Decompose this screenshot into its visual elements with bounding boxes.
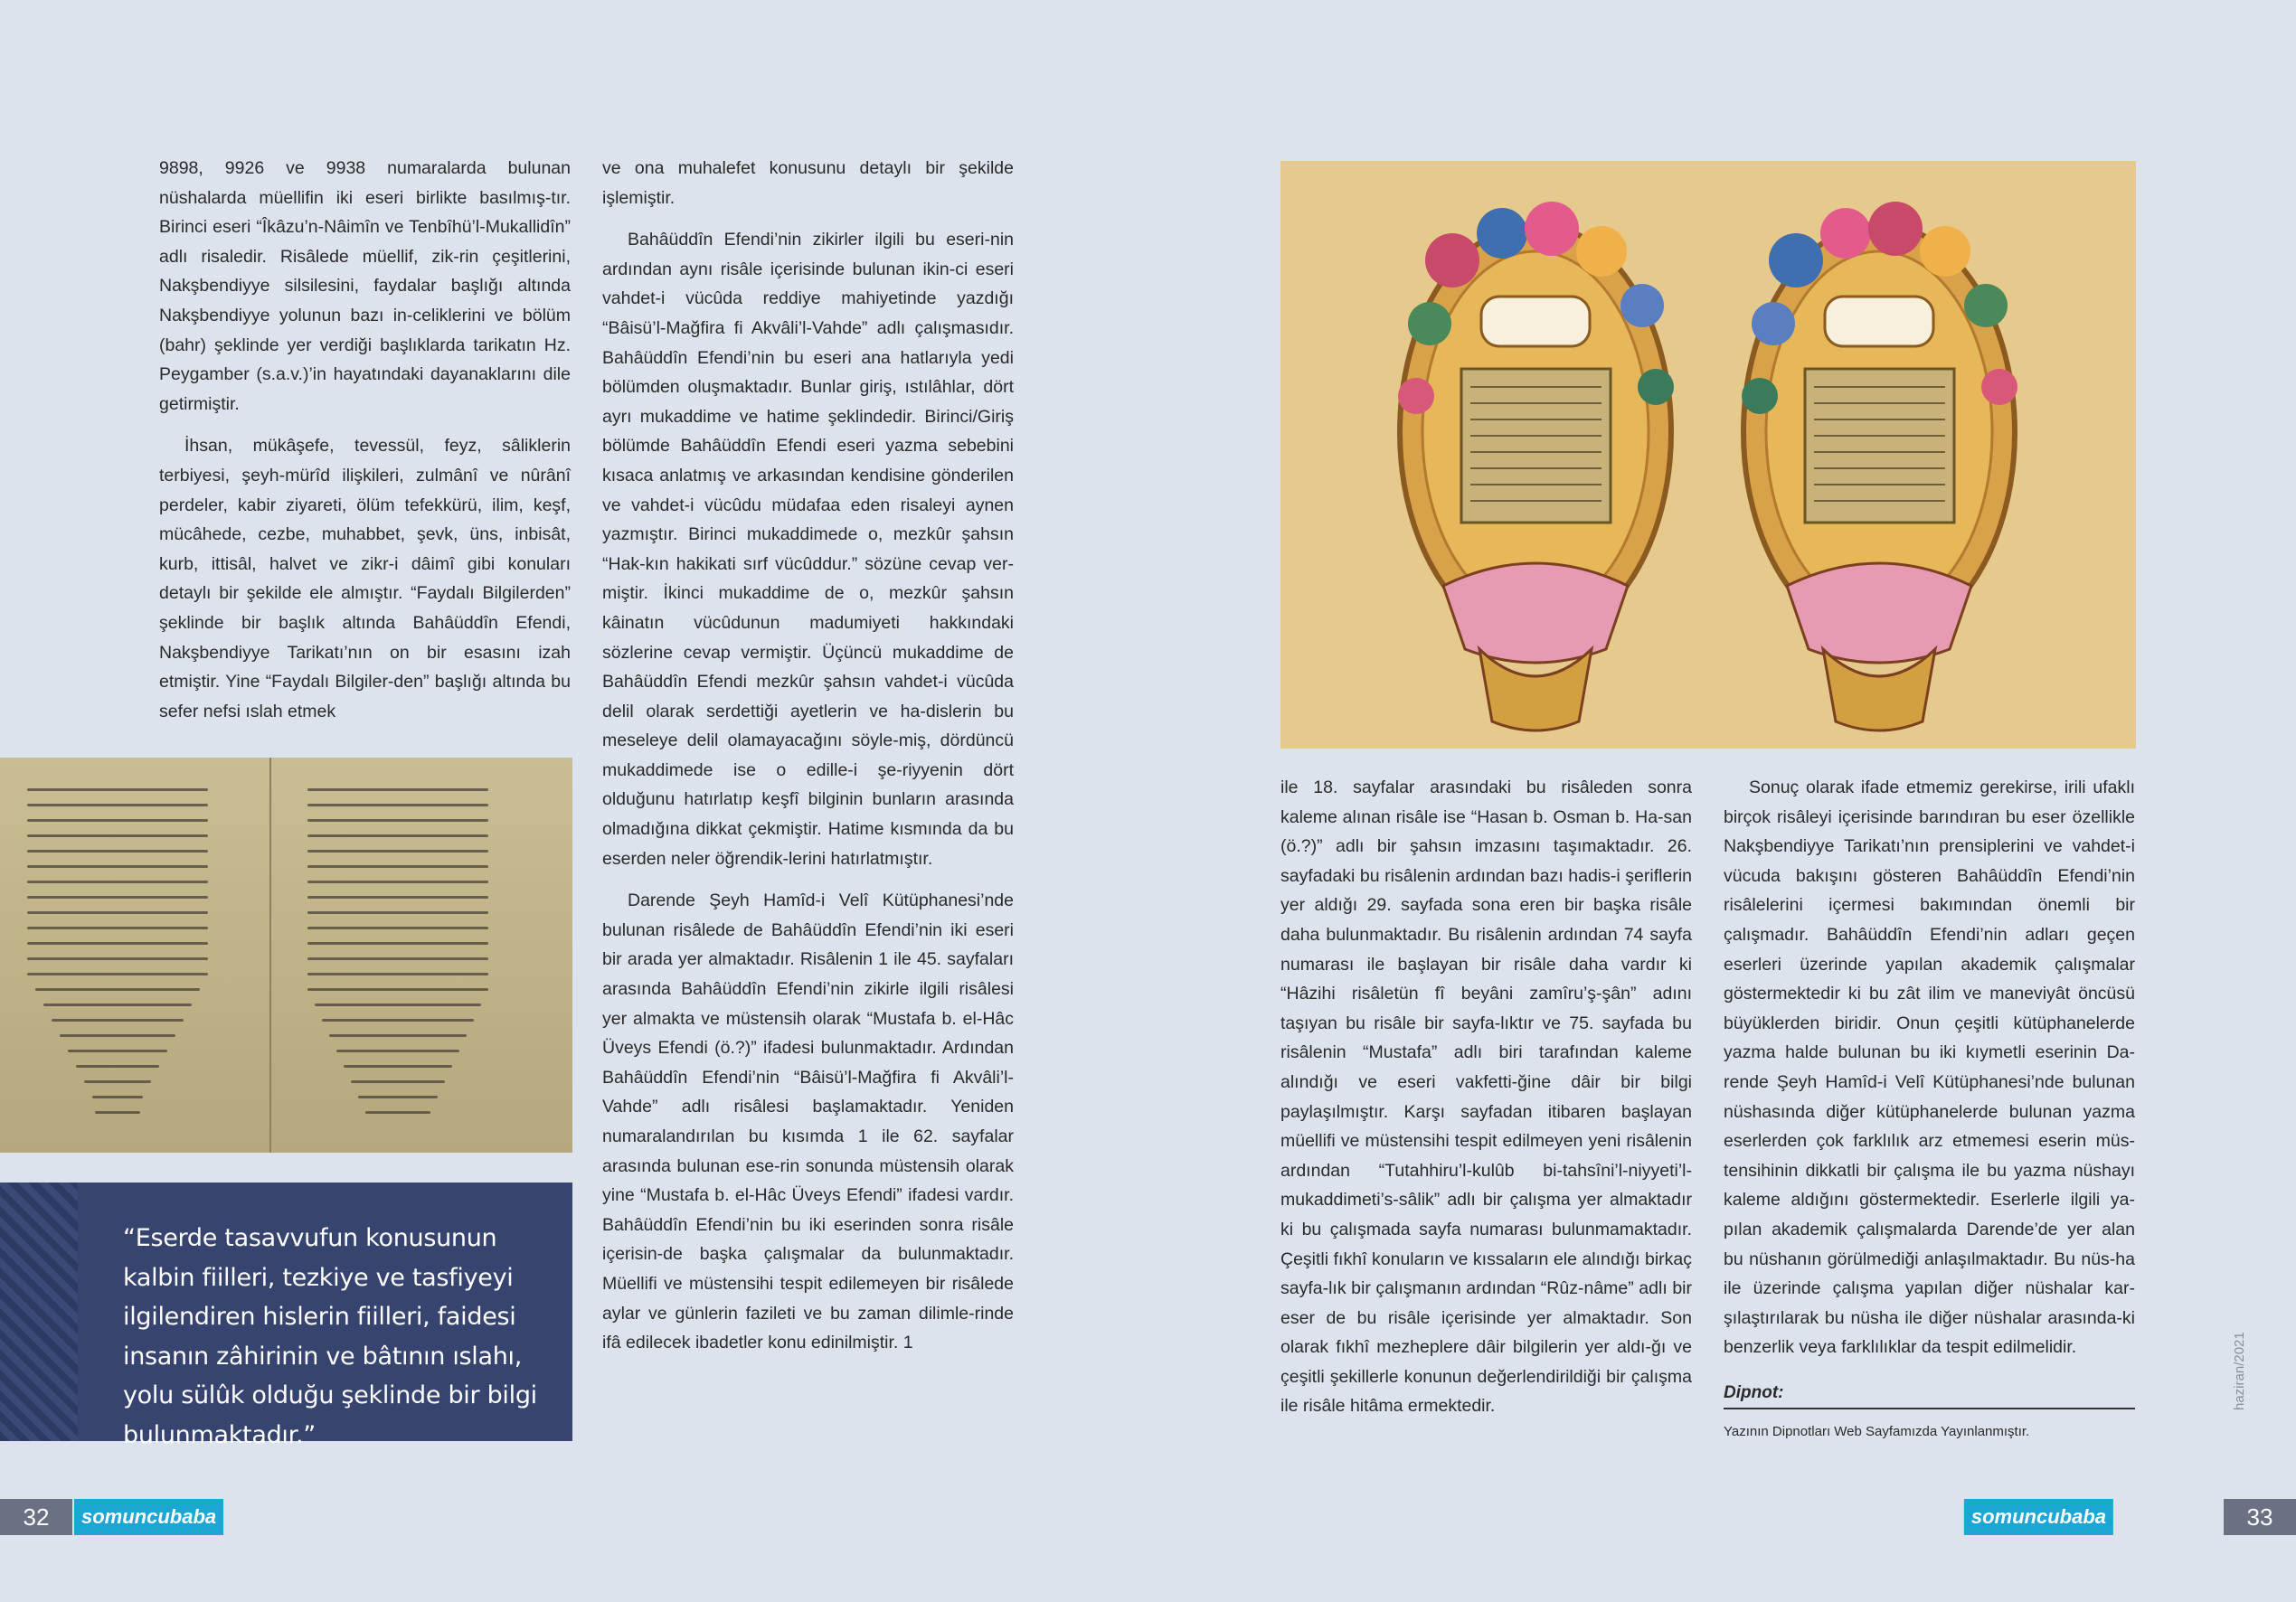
manuscript-script-line <box>27 850 208 853</box>
manuscript-script-line <box>307 865 488 868</box>
illumination-graphic <box>1280 161 2136 749</box>
manuscript-script-line <box>307 911 488 914</box>
manuscript-script-line <box>307 973 488 975</box>
page-number-right: 33 <box>2224 1499 2296 1535</box>
paragraph: Sonuç olarak ifade etmemiz gerekirse, irili ufaklı birçok risâleyi içerisinde barındıran bu eser özellikle Nakşbendiyye Tarikatı’nın prensiplerini ve vahdet-i vücuda bakışını gösteren Bahâüddîn Efendi’nin risâlelerini içermesi bakımından önemli bir çalışmadır. Bahâüddîn Efendi’nin adları geçen eserleri üzerinde yapılan akademik çalışmalar göstermektedir ki bu zât ilim ve maneviyât öncüsü büyüklerden biridir. Onun çeşitli kütüphanelerde yazma halde bulunan bu iki kıymetli eserinin Da-rende Şeyh Hamîd-i Velî Kütüphanesi’nde bulunan nüshasında diğer kütüphanelerde bulunan yazma eserlerden çok farklılık arz etmemesi eserin müs-tensihinin dikkatli bir çalışma ile bu yazma nüshayı kaleme aldığını göstermektedir. Eserlerle ilgili ya-pılan akademik çalışmalarda Darende’de yer alan bu nüshanın görülmediği anlaşılmaktadır. Bu nüs-ha ile üzerinde çalışma yapılan diğer nüshalar kar-şılaştırılarak bu nüsha ile diğer nüshalar arasında-ki benzerlik veya farklılıklar da tespit edilmelidir. <box>1724 777 2135 1358</box>
text-column-4 <box>1724 773 2135 1375</box>
manuscript-script-line <box>365 1111 430 1114</box>
text-column-3 <box>1280 773 1692 1434</box>
manuscript-script-line <box>27 881 208 883</box>
paragraph: İhsan, mükâşefe, tevessül, feyz, sâliklerin terbiyesi, şeyh-mürîd ilişkileri, zulmânî ve nûrânî perdeler, kabir ziyareti, ölüm tefekkürü, ilim, keşf, mücâhede, cezbe, muhabbet, şevk, üns, inbisât, kurb, ittisâl, halvet ve zikr-i dâimî gibi konuları detaylı bir şekilde ele almıştır. “Faydalı Bilgilerden” şeklinde bir başlık altında Bahâüddîn Efendi, Nakşbendiyye Tarikatı’nın on bir esasını izah etmiştir. Yine “Faydalı Bilgiler-den” başlığı altında bu sefer nefsi ıslah etmek <box>159 436 571 721</box>
manuscript-script-line <box>344 1065 452 1068</box>
paragraph: ile 18. sayfalar arasındaki bu risâleden sonra kaleme alınan risâle ise “Hasan b. Osman b. Ha-san (ö.?)” adlı bir şahsın imzasını taşımaktadır. 26. sayfadaki bu risâlenin ardından bazı hadis-i şeriflerin yer aldığı 29. sayfada sona eren bir başka risâle daha bulunmaktadır. Bu risâlenin ardından 74 sayfa numarası ile başlayan bir risâle daha vardır ki “Hâzihi risâletün fî beyâni zamîru’ş-şân” adını taşıyan bu risâle bir sayfa-lıktır ve 75. sayfada bu risâlenin “Mustafa” adlı biri tarafından kaleme alındığı ve eseri vakfetti-ğine dâir bir bilgi paylaşılmıştır. Karşı sayfadan itibaren başlayan müellifi ve müstensihi tespit edilmeyen yeni risâlenin ardından “Tutahhiru’l-kulûb bi-tahsîni’l-niyyeti’l-mukaddimeti’s-sâlik” adlı bir çalışma yer almaktadır ki bu çalışmada sayfa numarası bulunmamaktadır. Çeşitli fıkhî konuların ve kıssaların ele alındığı birkaç sayfa-lık bir çalışmanın ardından “Rûz-nâme” adlı bir eser de bu risâle içerisinde yer almaktadır. Son olarak fıkhî mezheplere dâir bilgilerin yer aldı-ğı ve çeşitli şekillerle konunun değerlendirildiği bir çalışma ile risâle hitâma ermektedir. <box>1280 777 1692 1417</box>
brand-logo: somuncubaba <box>74 1499 223 1535</box>
manuscript-script-line <box>307 834 488 837</box>
brand-logo-right: somuncubaba <box>1964 1499 2113 1535</box>
floral-pattern <box>0 1183 78 1441</box>
text-column-1 <box>159 154 571 739</box>
manuscript-script-line <box>322 1019 474 1022</box>
footnote-title: Dipnot: <box>1724 1383 1784 1402</box>
manuscript-script-line <box>358 1096 438 1098</box>
manuscript-left-page <box>0 758 272 1153</box>
manuscript-script-line <box>95 1111 140 1114</box>
manuscript-script-line <box>84 1080 151 1083</box>
manuscript-script-line <box>307 957 488 960</box>
manuscript-script-line <box>329 1034 467 1037</box>
pull-quote-box <box>0 1183 572 1449</box>
manuscript-script-line <box>27 927 208 929</box>
page-number: 32 <box>0 1499 72 1535</box>
manuscript-script-line <box>27 788 208 791</box>
paragraph: 9898, 9926 ve 9938 numaralarda bulunan nüshalarda müellifin iki eseri birlikte basılmış-tır. Birinci eseri “Îkâzu’n-Nâimîn ve Tenbîhü’l-Mukallidîn” adlı risaledir. Risâlede müellif, zik-rin çeşitlerini, Nakşbendiyye silsilesini, faydalar başlığı altında Nakşbendiyye yolunun bazı in-celiklerini ve bölüm (bahr) şeklinde yer verdiği başlıklarda tarikatın Hz. Peygamber (s.a.v.)’in hayatındaki dayanaklarını dile getirmiştir. <box>159 158 571 414</box>
pull-quote-text: “Eserde tasavvufun konusunun kalbin fiilleri, tezkiye ve tasfiyeyi ilgilendiren hislerin fiilleri, faidesi insanın zâhirinin ve bâtının ıslahı, yolu sülûk olduğu şeklinde bir bilgi bulunmaktadır.” <box>123 1224 537 1449</box>
manuscript-script-line <box>307 896 488 899</box>
manuscript-script-line <box>27 942 208 945</box>
text-column-2 <box>602 154 1014 1371</box>
manuscript-photo <box>0 758 572 1153</box>
manuscript-script-line <box>27 834 208 837</box>
manuscript-script-line <box>27 896 208 899</box>
paragraph: Darende Şeyh Hamîd-i Velî Kütüphanesi’nde bulunan risâlede de Bahâüddîn Efendi’nin iki eseri bir arada yer almaktadır. Risâlenin 1 ile 45. sayfaları arasında Bahâüddîn Efendi’nin zikirle ilgili risâlesi yer almakta ve müstensih olarak “Mustafa b. el-Hâc Üveys Efendi (ö.?)” ifadesi bulunmaktadır. Ardından Bahâüddîn Efendi’nin “Bâisü’l-Mağfira fi Akvâli’l-Vahde” adlı risâlesi başlamaktadır. Yeniden numaralandırılan bu kısımda 1 ile 62. sayfalar arasında bulunan ese-rin sonunda müstensih olarak yine “Mustafa b. el-Hâc Üveys Efendi” ifadesi vardır. Bahâüddîn Efendi’nin bu iki eserinden sonra risâle içerisin-de başka çalışmalar da bulunmaktadır. Müellifi ve müstensihi tespit edilemeyen bir risâlede aylar ve günlerin fazileti ve bu zaman dilimle-rinde ifâ edilecek ibadetler konu edinilmiştir. 1 <box>602 891 1014 1353</box>
manuscript-script-line <box>307 942 488 945</box>
manuscript-script-line <box>60 1034 175 1037</box>
manuscript-script-line <box>307 927 488 929</box>
manuscript-script-line <box>307 988 488 991</box>
manuscript-script-line <box>27 819 208 822</box>
manuscript-right-page <box>271 758 572 1153</box>
issue-date: haziran/2021 <box>2232 1332 2247 1410</box>
manuscript-script-line <box>76 1065 159 1068</box>
manuscript-script-line <box>307 881 488 883</box>
manuscript-script-line <box>92 1096 143 1098</box>
manuscript-script-line <box>27 957 208 960</box>
footnote-text: Yazının Dipnotları Web Sayfamızda Yayınlanmıştır. <box>1724 1424 2030 1439</box>
paragraph: Bahâüddîn Efendi’nin zikirler ilgili bu eseri-nin ardından aynı risâle içerisinde bulunan ikin-ci eseri vahdet-i vücûda reddiye mahiyetinde yazdığı “Bâisü’l-Mağfira fi Akvâli’l-Vahde” adlı çalışmasıdır. Bahâüddîn Efendi’nin bu eseri ana hatlarıyla yedi bölümden oluşmaktadır. Bunlar giriş, ıstılâhlar, dört ayrı mukaddime ve hatime şeklindedir. Birinci/Giriş bölümde Bahâüddîn Efendi eseri yazma sebebini kısaca anlatmış ve arkasından kendisine gönderilen ve vahdet-i vücûdu müdafaa eden risaleyi aynen yazmıştır. Birinci mukaddimede o, mezkûr şahsın “Hak-kın hakikati sırf vücûddur.” sözüne cevap ver-miştir. İkinci mukaddime de o, mezkûr şahsın kâinatın vücûdunun madumiyeti hakkındaki sözlerine cevap vermiştir. Üçüncü mukaddime de Bahâüddîn Efendi mezkûr şahsın vahdet-i vücûda delil olarak serdettiği ayetlerin ve ha-dislerin bu meseleye delil olamayacağını söyle-miş, dördüncü mukaddimede ise o edille-i şe-riyyenin dört olduğunu hatırlatıp keşfî bilginin bunların arasında olmadığına dikkat çekmiştir. Hatime kısmında da bu eserden neler öğrendik-lerini hatırlatmıştır. <box>602 230 1014 869</box>
illuminated-manuscript-image <box>1280 161 2136 749</box>
footnote-divider <box>1724 1408 2135 1409</box>
manuscript-script-line <box>307 788 488 791</box>
manuscript-script-line <box>307 850 488 853</box>
manuscript-script-line <box>27 973 208 975</box>
manuscript-script-line <box>307 804 488 806</box>
manuscript-script-line <box>43 1004 192 1006</box>
paragraph: ve ona muhalefet konusunu detaylı bir şekilde işlemiştir. <box>602 158 1014 208</box>
manuscript-script-line <box>336 1050 459 1052</box>
manuscript-script-line <box>27 911 208 914</box>
manuscript-script-line <box>351 1080 445 1083</box>
manuscript-script-line <box>27 804 208 806</box>
manuscript-script-line <box>35 988 200 991</box>
manuscript-script-line <box>27 865 208 868</box>
manuscript-script-line <box>52 1019 184 1022</box>
manuscript-script-line <box>315 1004 481 1006</box>
manuscript-script-line <box>68 1050 167 1052</box>
manuscript-script-line <box>307 819 488 822</box>
